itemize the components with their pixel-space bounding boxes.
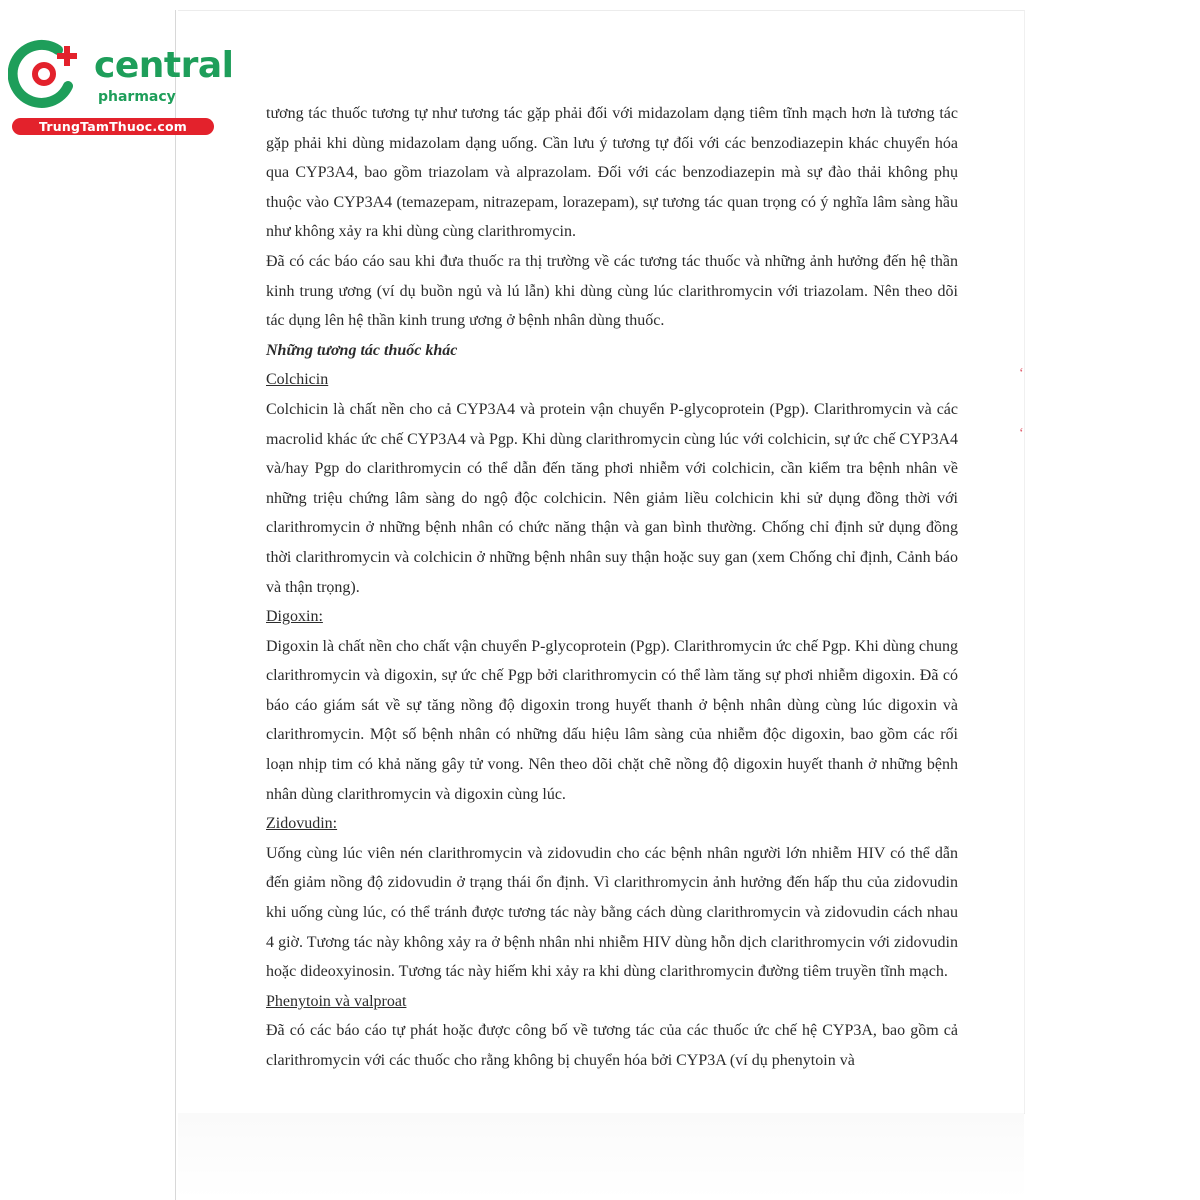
paragraph-zidovudin: Uống cùng lúc viên nén clarithromycin và zidovudin cho các bệnh nhân người lớn nhiễm HIV có thể dẫn đến giảm nồng độ zidovudin ở trạng thái ổn định. Vì clarithromycin ảnh hưởng đến hấp thu của zidovudin khi uống cùng lúc, có thể tránh được tương tác này bằng cách dùng clarithromycin và zidovudin cách nhau 4 giờ. Tương tác này không xảy ra ở bệnh nhân nhi nhiễm HIV dùng hỗn dịch clarithromycin với zidovudin hoặc dideoxyinosin. Tương tác này hiếm khi xảy ra khi dùng clarithromycin đường tiêm truyền tĩnh mạch. [266,844,958,981]
pharmacy-c-cross-icon [8,38,80,110]
margin-pen-mark: ʻ [1019,426,1024,441]
page-bottom-shadow [178,1113,1024,1200]
paragraph-colchicin: Colchicin là chất nền cho cả CYP3A4 và protein vận chuyển P-glycoprotein (Pgp). Clarithromycin và các macrolid khác ức chế CYP3A4 và Pgp. Khi dùng clarithromycin cùng lúc với colchicin, sự ức chế CYP3A4 và/hay Pgp do clarithromycin có thể dẫn đến tăng phơi nhiễm với colchicin, cần kiểm tra bệnh nhân về những triệu chứng lâm sàng do ngộ độc colchicin. Nên giảm liều colchicin khi sử dụng đồng thời với clarithromycin ở những bệnh nhân có chức năng thận và gan bình thường. Chống chỉ định sử dụng đồng thời clarithromycin và colchicin ở những bệnh nhân suy thận hoặc suy gan (xem Chống chỉ định, Cảnh báo và thận trọng). [266,400,958,596]
subheading-phenytoin-valproat: Phenytoin và valproat [266,992,407,1010]
section-heading-other-interactions: Những tương tác thuốc khác [266,341,458,359]
paragraph-phenytoin-valproat: Đã có các báo cáo tự phát hoặc được công bố về tương tác của các thuốc ức chế hệ CYP3A, bao gồm cả clarithromycin với các thuốc cho rằng không bị chuyển hóa bởi CYP3A (ví dụ phenytoin và [266,1022,958,1069]
subheading-digoxin: Digoxin: [266,608,323,626]
logo-sub-text: pharmacy [98,89,176,105]
margin-pen-mark: ʻ [1019,366,1024,381]
central-pharmacy-logo[interactable] [8,36,234,136]
document-body [266,99,958,1076]
subheading-colchicin: Colchicin [266,371,329,389]
paragraph-triazolam-reports: Đã có các báo cáo sau khi đưa thuốc ra thị trường về các tương tác thuốc và những ảnh hưởng đến hệ thần kinh trung ương (ví dụ buồn ngủ và lú lẫn) khi dùng cùng lúc clarithromycin với triazolam. Nên theo dõi tác dụng lên hệ thần kinh trung ương ở bệnh nhân dùng thuốc. [266,252,958,330]
left-margin-line [175,10,176,1200]
logo-brand-text: central [94,45,234,86]
paragraph-digoxin: Digoxin là chất nền cho chất vận chuyển P-glycoprotein (Pgp). Clarithromycin ức chế Pgp. Khi dùng chung clarithromycin và digoxin, sự ức chế Pgp bởi clarithromycin có thể làm tăng sự phơi nhiễm digoxin. Đã có báo cáo giám sát về sự tăng nồng độ digoxin trong huyết thanh ở bệnh nhân dùng cùng lúc digoxin và clarithromycin. Một số bệnh nhân có những dấu hiệu lâm sàng của nhiễm độc digoxin, bao gồm các rối loạn nhịp tim có khả năng gây tử vong. Nên theo dõi chặt chẽ nồng độ digoxin huyết thanh ở những bệnh nhân dùng clarithromycin và digoxin cùng lúc. [266,637,958,803]
subheading-zidovudin: Zidovudin: [266,815,338,833]
paragraph-benzodiazepin: tương tác thuốc tương tự như tương tác gặp phải đối với midazolam dạng tiêm tĩnh mạch hơn là tương tác gặp phải khi dùng midazolam dạng uống. Cần lưu ý tương tự đối với các benzodiazepin khác chuyển hóa qua CYP3A4, bao gồm triazolam và alprazolam. Đối với các benzodiazepin mà sự đào thải không phụ thuộc vào CYP3A4 (temazepam, nitrazepam, lorazepam), sự tương tác quan trọng có ý nghĩa lâm sàng hầu như không xảy ra khi dùng cùng clarithromycin. [266,105,958,241]
logo-website-banner: TrungTamThuoc.com [12,118,214,135]
